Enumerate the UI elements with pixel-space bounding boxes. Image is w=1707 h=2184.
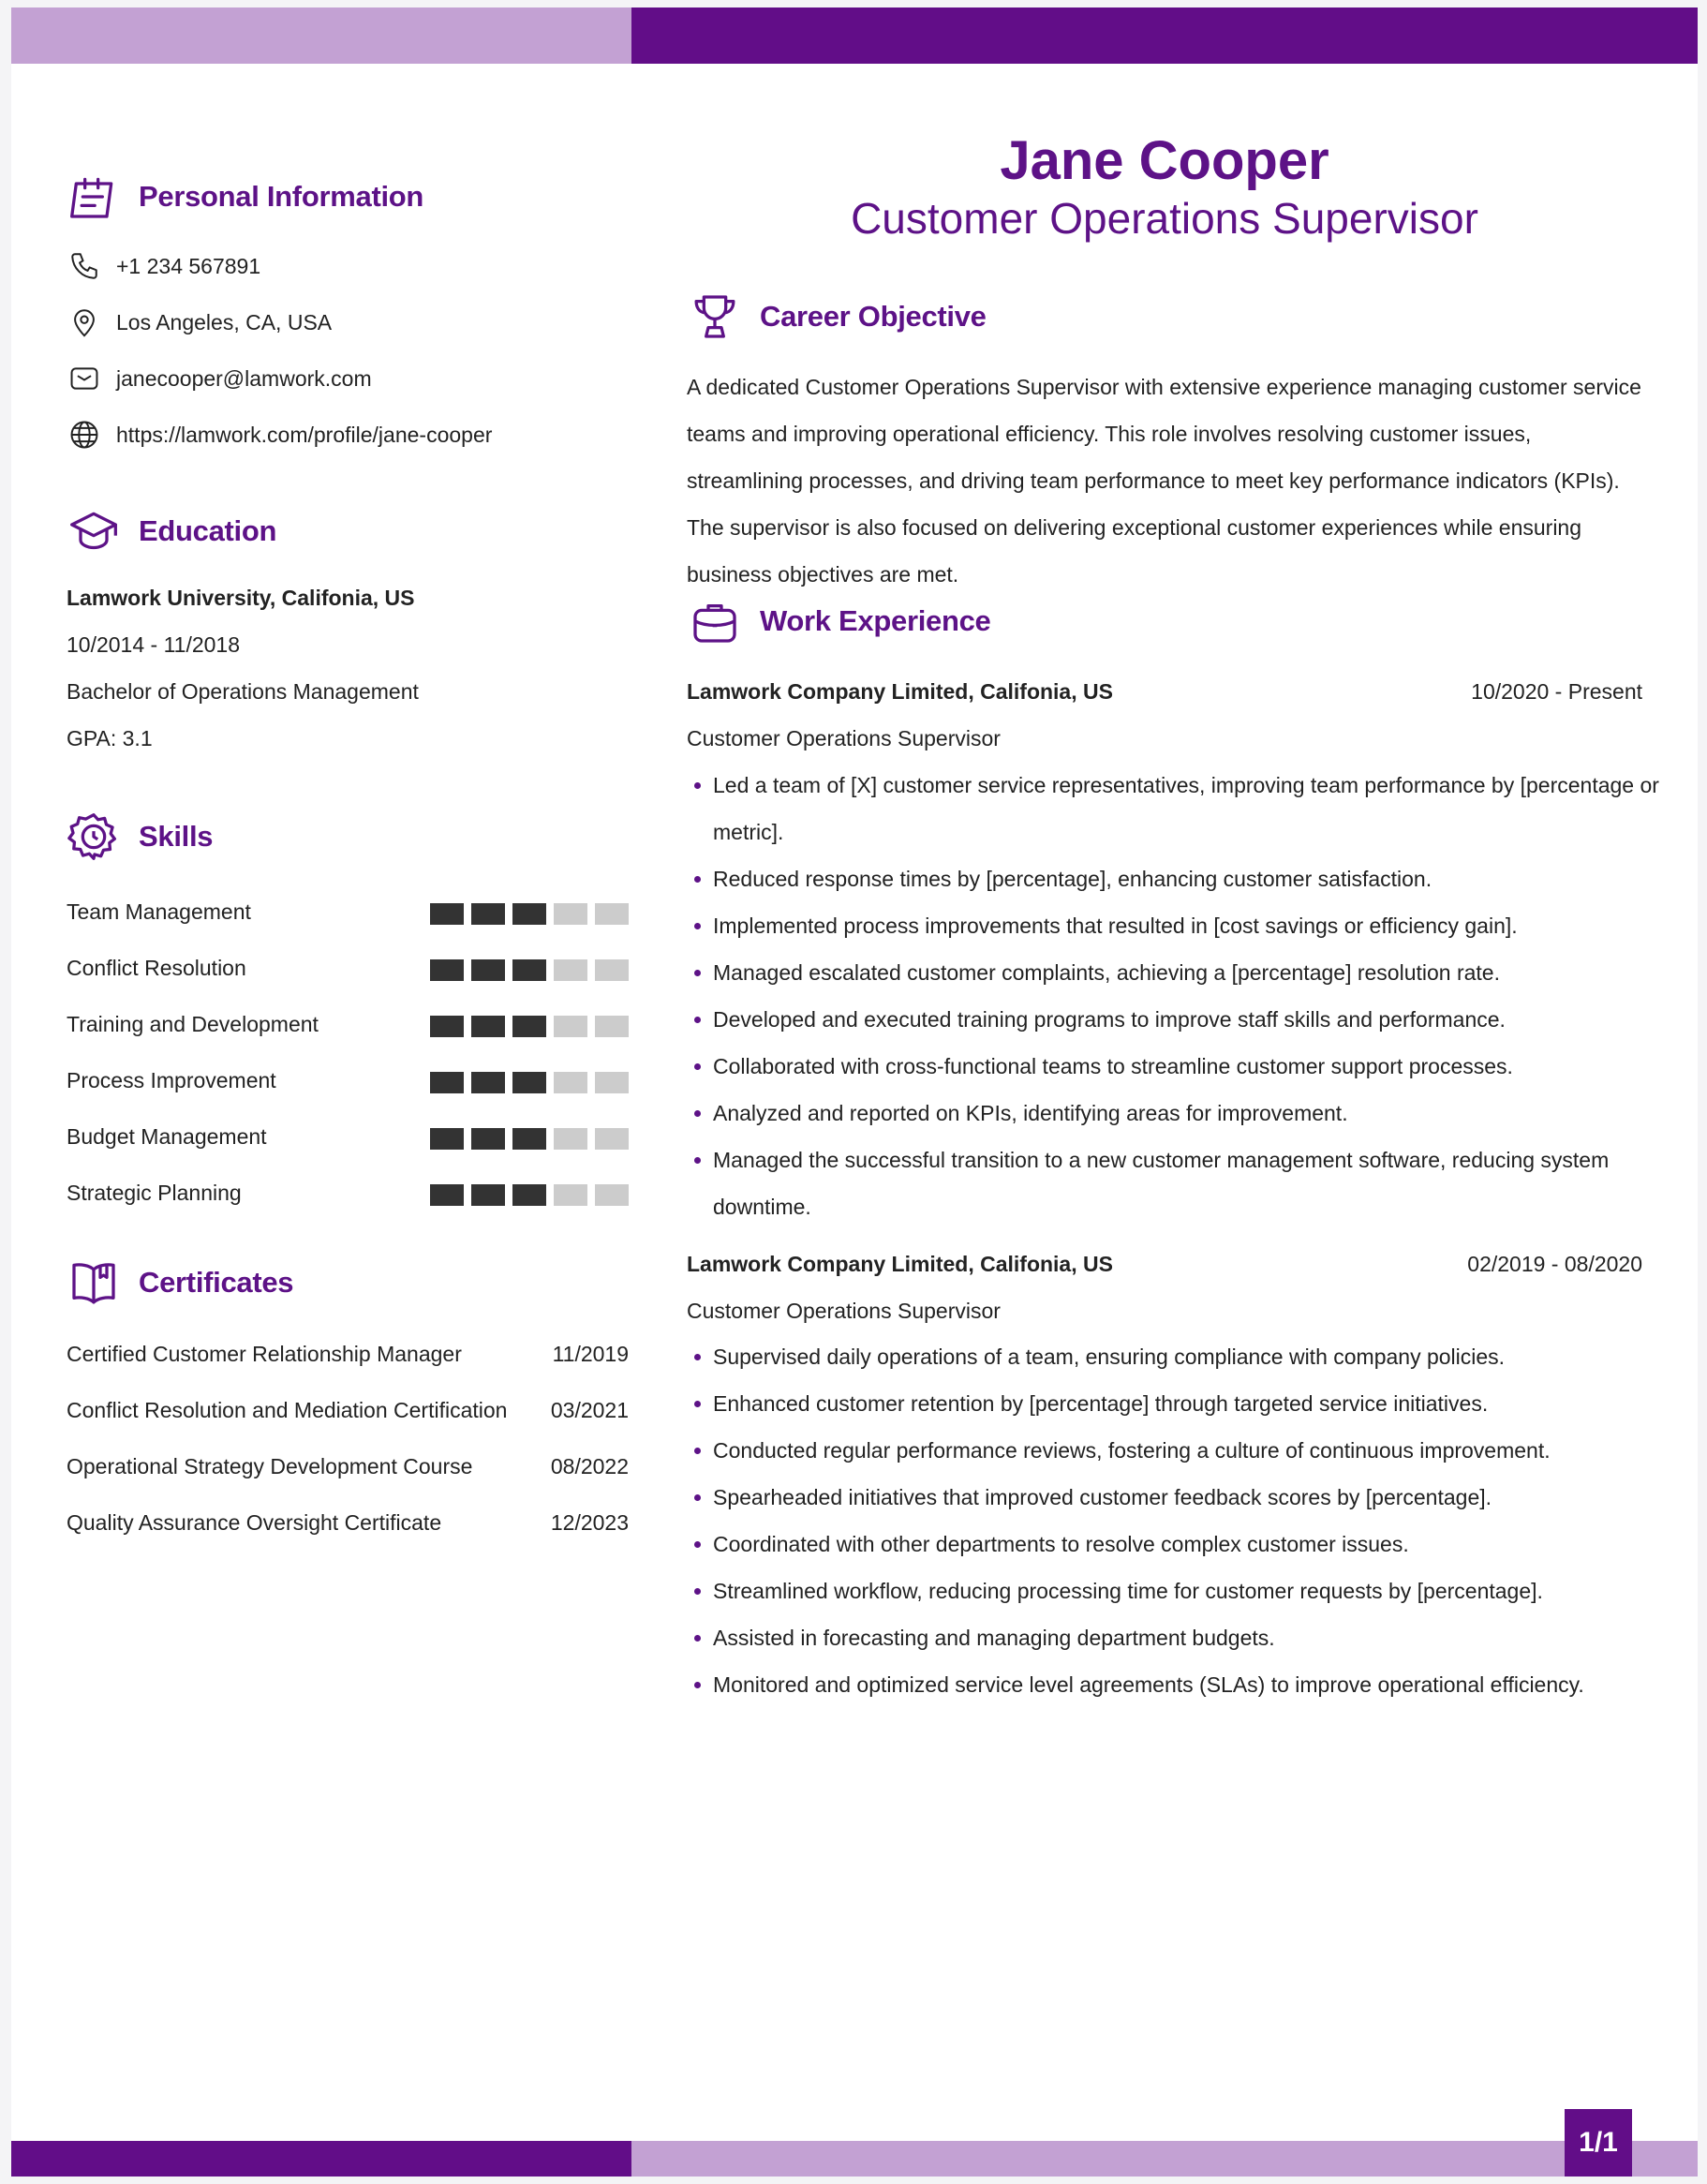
location-text: Los Angeles, CA, USA — [116, 309, 333, 334]
section-title: Skills — [139, 820, 214, 853]
job-bullets — [687, 1333, 1669, 1708]
job-dates: 02/2019 - 08/2020 — [1467, 1252, 1642, 1276]
skill-level-block-filled — [512, 959, 546, 981]
list-item: Coordinated with other departments to resolve complex customer issues. — [713, 1521, 1669, 1567]
phone-text: +1 234 567891 — [116, 253, 261, 278]
education-degree: Bachelor of Operations Management — [67, 679, 419, 704]
page-indicator: 1/1 — [1565, 2109, 1632, 2177]
contact-email — [66, 360, 372, 397]
email-text: janecooper@lamwork.com — [116, 365, 372, 391]
education-dates: 10/2014 - 11/2018 — [67, 632, 241, 657]
skill-name: Conflict Resolution — [67, 956, 246, 980]
job-header — [687, 1252, 1642, 1289]
skill-level-block-filled — [512, 1016, 546, 1037]
skill-level-block-empty — [595, 1072, 629, 1093]
job-header — [687, 679, 1642, 717]
skill-level-meter — [430, 1184, 629, 1206]
calendar-note-icon — [66, 169, 122, 225]
skill-level-block-filled — [471, 903, 505, 925]
skill-level-block-filled — [471, 1016, 505, 1037]
work-experience-header — [687, 593, 990, 649]
skill-level-block-filled — [430, 1016, 464, 1037]
education-gpa: GPA: 3.1 — [67, 726, 153, 750]
skill-level-block-empty — [554, 1184, 587, 1206]
gear-clock-icon — [66, 809, 122, 865]
skill-level-block-filled — [430, 903, 464, 925]
career-objective-header — [687, 289, 987, 345]
certificate-date: 11/2019 — [552, 1342, 629, 1366]
career-objective-text: A dedicated Customer Operations Supervisor with extensive experience managing customer service teams and improving operational efficiency. This role involves resolving customer issues, streamlining processes, and driving team performance to meet key performance indicators (KPIs). The supervisor is also focused on delivering exceptional customer experiences while ensuring business objectives are met. — [687, 375, 1641, 587]
skill-level-block-empty — [554, 1128, 587, 1150]
list-item: Managed escalated customer complaints, achieving a [percentage] resolution rate. — [713, 949, 1669, 996]
list-item: Monitored and optimized service level agreements (SLAs) to improve operational efficiency. — [713, 1661, 1669, 1708]
skill-row — [67, 1062, 629, 1100]
skill-name: Process Improvement — [67, 1068, 276, 1092]
list-item: Collaborated with cross-functional teams to streamline customer support processes. — [713, 1043, 1669, 1090]
skill-level-block-empty — [554, 1072, 587, 1093]
list-item: Managed the successful transition to a new customer management software, reducing system downtime. — [713, 1137, 1669, 1230]
skill-name: Team Management — [67, 899, 251, 924]
skill-level-block-filled — [512, 1128, 546, 1150]
briefcase-icon — [687, 593, 743, 649]
skill-level-meter — [430, 1016, 629, 1037]
skill-level-block-empty — [595, 1184, 629, 1206]
list-item: Analyzed and reported on KPIs, identifying areas for improvement. — [713, 1090, 1669, 1137]
bottom-right-band — [631, 2141, 1698, 2177]
skill-level-meter — [430, 903, 629, 925]
resume-page — [11, 7, 1698, 2177]
skill-level-meter — [430, 1128, 629, 1150]
certificate-date: 03/2021 — [550, 1398, 629, 1422]
top-right-band — [631, 7, 1698, 64]
skill-level-block-empty — [554, 959, 587, 981]
certificate-row — [67, 1342, 629, 1379]
skill-level-block-filled — [512, 1184, 546, 1206]
skill-level-block-empty — [595, 959, 629, 981]
job-company: Lamwork Company Limited, Califonia, US — [687, 679, 1113, 704]
skill-level-meter — [430, 959, 629, 981]
list-item: Conducted regular performance reviews, fostering a culture of continuous improvement. — [713, 1427, 1669, 1474]
skill-row — [67, 1006, 629, 1044]
certificate-date: 08/2022 — [550, 1454, 629, 1478]
skill-level-block-empty — [595, 1016, 629, 1037]
candidate-name: Jane Cooper — [1000, 130, 1329, 191]
list-item: Developed and executed training programs to improve staff skills and performance. — [713, 996, 1669, 1043]
certificate-name: Quality Assurance Oversight Certificate — [67, 1510, 442, 1535]
open-book-icon — [66, 1255, 122, 1311]
website-text: https://lamwork.com/profile/jane-cooper — [116, 422, 493, 447]
contact-location — [66, 304, 332, 341]
mail-icon — [66, 360, 103, 397]
skills-header — [66, 809, 213, 865]
skill-level-block-filled — [471, 1184, 505, 1206]
list-item: Streamlined workflow, reducing processing time for customer requests by [percentage]. — [713, 1567, 1669, 1614]
phone-icon — [66, 247, 103, 285]
skill-name: Training and Development — [67, 1012, 319, 1036]
skill-name: Budget Management — [67, 1124, 267, 1149]
certificate-row — [67, 1454, 629, 1492]
candidate-title: Customer Operations Supervisor — [851, 194, 1478, 243]
skill-row — [67, 1119, 629, 1156]
list-item: Assisted in forecasting and managing department budgets. — [713, 1614, 1669, 1661]
section-title: Education — [139, 514, 277, 547]
skill-level-block-empty — [554, 903, 587, 925]
skill-level-block-empty — [595, 1128, 629, 1150]
skill-level-block-empty — [595, 903, 629, 925]
list-item: Implemented process improvements that resulted in [cost savings or efficiency gain]. — [713, 902, 1669, 949]
skill-level-meter — [430, 1072, 629, 1093]
trophy-icon — [687, 289, 743, 345]
job-dates: 10/2020 - Present — [1471, 679, 1642, 704]
job-bullets — [687, 762, 1669, 1230]
job-role: Customer Operations Supervisor — [687, 726, 1001, 750]
certificate-row — [67, 1510, 629, 1548]
section-title: Work Experience — [760, 604, 991, 637]
certificate-name: Conflict Resolution and Mediation Certification — [67, 1398, 508, 1422]
skill-level-block-filled — [430, 959, 464, 981]
contact-website — [66, 416, 492, 453]
skill-level-block-empty — [554, 1016, 587, 1037]
list-item: Led a team of [X] customer service representatives, improving team performance by [percentage or metric]. — [713, 762, 1669, 855]
certificate-row — [67, 1398, 629, 1435]
skill-level-block-filled — [512, 1072, 546, 1093]
skill-name: Strategic Planning — [67, 1181, 242, 1205]
job-role: Customer Operations Supervisor — [687, 1299, 1001, 1323]
list-item: Supervised daily operations of a team, ensuring compliance with company policies. — [713, 1333, 1669, 1380]
location-pin-icon — [66, 304, 103, 341]
education-header — [66, 503, 276, 559]
skill-row — [67, 1175, 629, 1212]
skill-level-block-filled — [471, 1128, 505, 1150]
skill-level-block-filled — [471, 959, 505, 981]
skill-row — [67, 950, 629, 988]
certificate-name: Operational Strategy Development Course — [67, 1454, 473, 1478]
skill-level-block-filled — [430, 1184, 464, 1206]
certificate-name: Certified Customer Relationship Manager — [67, 1342, 462, 1366]
certificate-date: 12/2023 — [550, 1510, 629, 1535]
section-title: Career Objective — [760, 300, 987, 333]
skill-row — [67, 894, 629, 931]
section-title: Certificates — [139, 1266, 294, 1299]
list-item: Enhanced customer retention by [percentage] through targeted service initiatives. — [713, 1380, 1669, 1427]
globe-icon — [66, 416, 103, 453]
top-left-band — [11, 7, 631, 64]
list-item: Spearheaded initiatives that improved customer feedback scores by [percentage]. — [713, 1474, 1669, 1521]
job-company: Lamwork Company Limited, Califonia, US — [687, 1252, 1113, 1276]
graduation-cap-icon — [66, 503, 122, 559]
certificates-header — [66, 1255, 293, 1311]
education-school: Lamwork University, Califonia, US — [67, 586, 415, 610]
contact-phone — [66, 247, 260, 285]
skill-level-block-filled — [471, 1072, 505, 1093]
section-title: Personal Information — [139, 180, 424, 213]
list-item: Reduced response times by [percentage], enhancing customer satisfaction. — [713, 855, 1669, 902]
skill-level-block-filled — [430, 1128, 464, 1150]
skill-level-block-filled — [430, 1072, 464, 1093]
bottom-left-band — [11, 2141, 631, 2177]
skill-level-block-filled — [512, 903, 546, 925]
personal-info-header — [66, 169, 423, 225]
